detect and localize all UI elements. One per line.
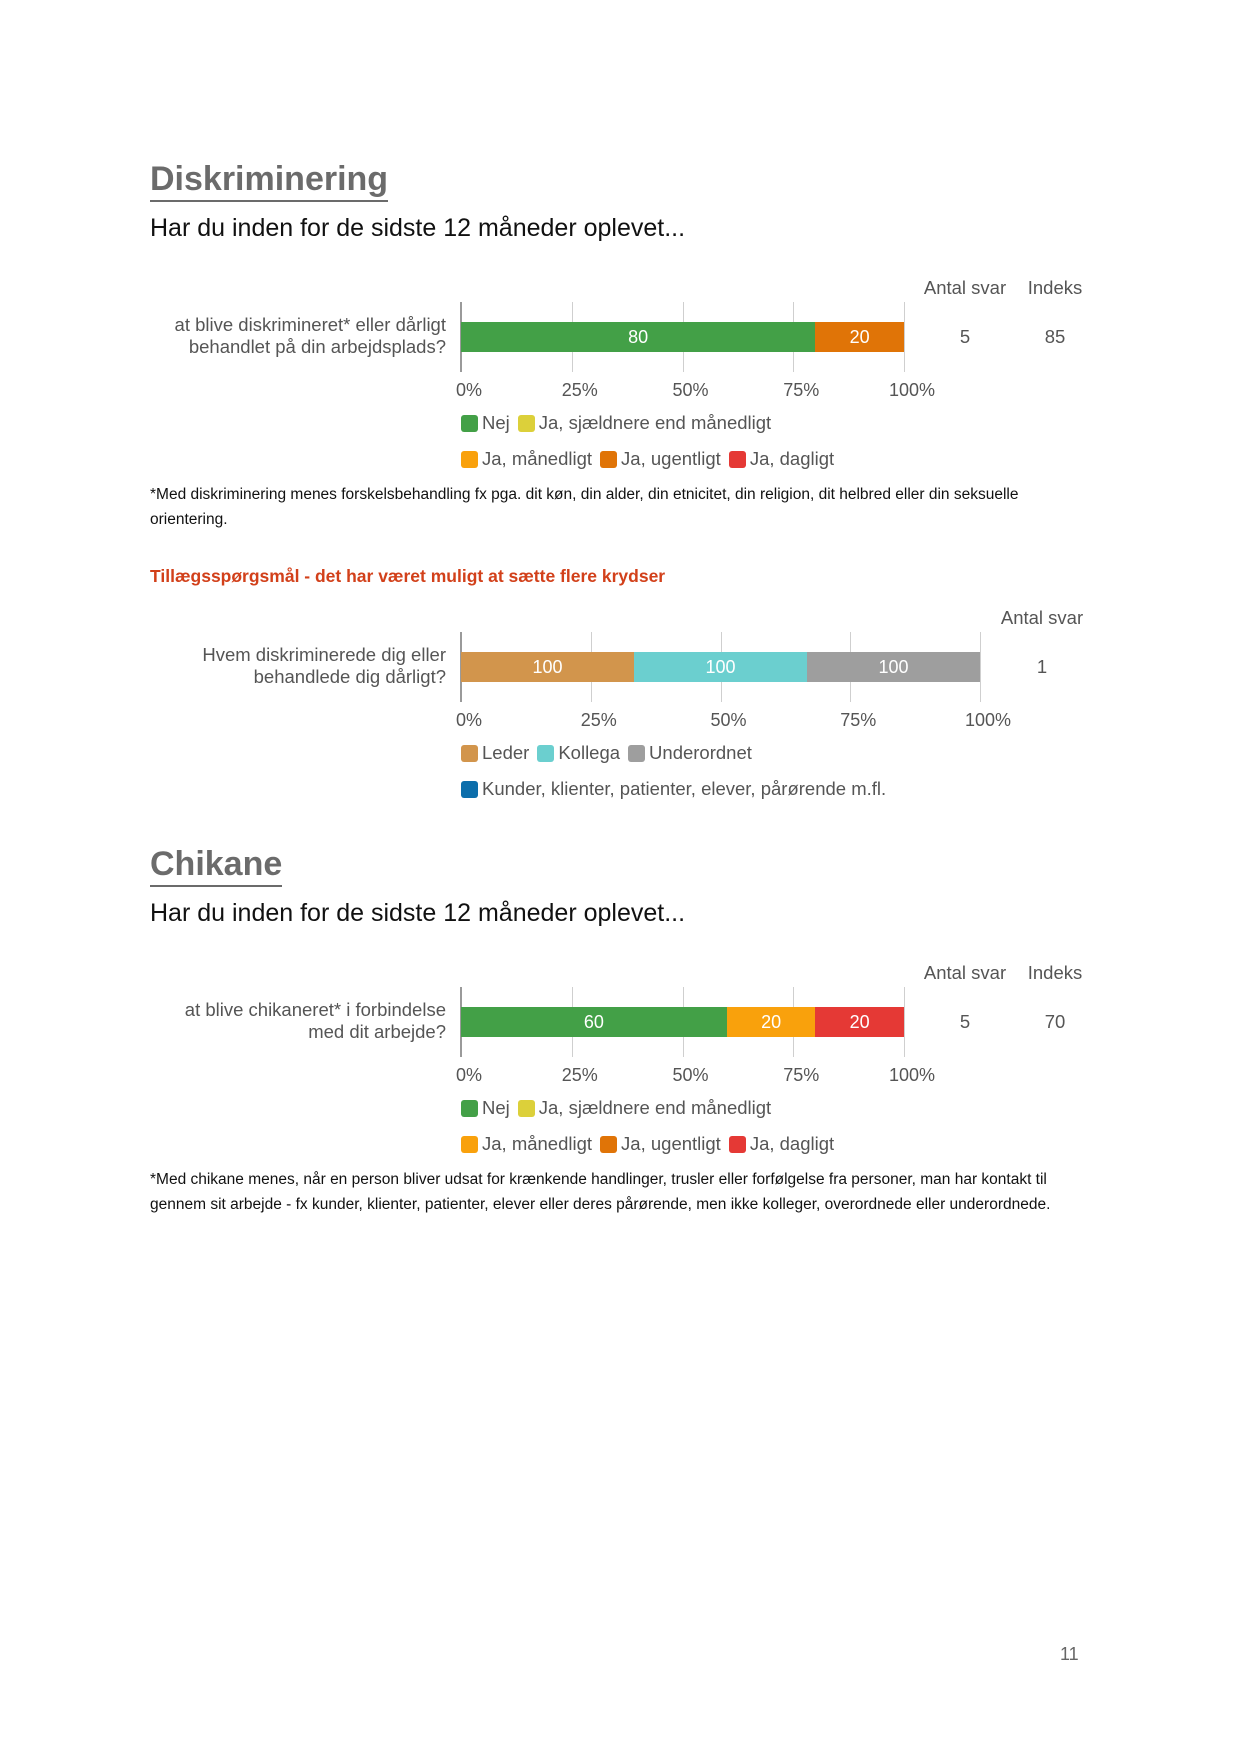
question-label-line: at blive chikaneret* i forbindelse [184, 999, 446, 1020]
supplementary-question-title: Tillægsspørgsmål - det har været muligt at sætte flere krydser [150, 566, 666, 586]
legend-label: Ja, dagligt [749, 448, 835, 469]
bar-segment-nej [461, 322, 815, 352]
x-tick-label: 0% [455, 1065, 483, 1085]
question-label [146, 644, 446, 688]
legend-row [461, 1097, 779, 1119]
x-tick-label: 75% [783, 1065, 820, 1085]
column-value: 70 [1044, 1011, 1066, 1032]
column-header: Indeks [1027, 962, 1083, 983]
legend-swatch [600, 451, 617, 468]
column-header: Antal svar [1000, 607, 1084, 628]
legend-item-leder [461, 742, 529, 764]
bar-segment-underordnet [807, 652, 980, 682]
legend-row [461, 448, 842, 470]
legend-label: Ja, månedligt [482, 1133, 593, 1154]
bar-segment-dagligt [815, 1007, 904, 1037]
legend-item-maanedligt [461, 448, 592, 470]
legend-label: Underordnet [649, 742, 752, 763]
question-label-line: Hvem diskriminerede dig eller [202, 644, 446, 665]
legend-swatch [600, 1136, 617, 1153]
legend-swatch [461, 415, 478, 432]
question-label [146, 314, 446, 358]
question-label [146, 999, 446, 1043]
legend-swatch [729, 451, 746, 468]
column-header: Indeks [1027, 277, 1083, 298]
question-label-line: at blive diskrimineret* eller dårligt [174, 314, 446, 335]
x-tick-label: 100% [888, 380, 936, 400]
question-label-line: med dit arbejde? [308, 1021, 446, 1042]
legend-row [461, 412, 779, 434]
legend-item-ugentligt [600, 448, 721, 470]
x-tick-label: 75% [783, 380, 820, 400]
column-value: 5 [959, 1011, 971, 1032]
x-tick-label: 25% [580, 710, 617, 730]
column-header: Antal svar [923, 962, 1007, 983]
x-tick-label: 50% [710, 710, 747, 730]
data-label: 100 [878, 656, 909, 677]
legend-item-dagligt [729, 448, 834, 470]
legend-item-sjaeldnere [518, 412, 771, 434]
chart-chikane [0, 962, 1240, 1165]
column-value: 5 [959, 326, 971, 347]
section-subheading-chikane: Har du inden for de sidste 12 måneder oplevet... [150, 899, 686, 927]
legend-label: Nej [482, 1097, 510, 1118]
bar-segment-leder [461, 652, 634, 682]
bar-segment-ugentligt [815, 322, 904, 352]
legend-swatch [518, 1100, 535, 1117]
x-tick-label: 50% [672, 1065, 709, 1085]
footnote-chikane: *Med chikane menes, når en person bliver udsat for krænkende handlinger, trusler eller forfølgelse fra personer, man har kontakt til gennem sit arbejde - fx kunder, klienter, patienter, elever eller deres pårørende, men ikke kolleger, overordnede eller underordnede. [150, 1171, 1051, 1213]
footnote-diskriminering: *Med diskriminering menes forskelsbehandling fx pga. dit køn, din alder, din etnicitet, din religion, dit helbred eller din seksuelle orientering. [150, 486, 1019, 528]
legend-swatch [518, 415, 535, 432]
legend-label: Ja, dagligt [749, 1133, 835, 1154]
x-tick-label: 25% [561, 1065, 598, 1085]
legend-swatch [461, 1136, 478, 1153]
legend-swatch [461, 1100, 478, 1117]
data-label: 100 [532, 656, 563, 677]
column-header: Antal svar [923, 277, 1007, 298]
legend-label: Ja, sjældnere end månedligt [538, 1097, 772, 1118]
legend-item-sjaeldnere [518, 1097, 771, 1119]
legend-label: Ja, månedligt [482, 448, 593, 469]
section-heading-diskriminering: Diskriminering [150, 160, 388, 202]
legend-swatch [461, 745, 478, 762]
x-tick-label: 75% [840, 710, 877, 730]
bar-segment-nej [461, 1007, 727, 1037]
legend-item-ugentligt [600, 1133, 721, 1155]
x-tick-label: 100% [964, 710, 1012, 730]
legend-item-dagligt [729, 1133, 834, 1155]
legend-label: Nej [482, 412, 510, 433]
data-label: 20 [849, 326, 870, 347]
chart-hvem-diskriminerede [0, 607, 1240, 810]
legend-swatch [461, 781, 478, 798]
x-tick-label: 50% [672, 380, 709, 400]
legend-label: Ja, sjældnere end månedligt [538, 412, 772, 433]
bar-segment-maanedligt [727, 1007, 816, 1037]
gridline [980, 632, 981, 702]
x-tick-label: 25% [561, 380, 598, 400]
legend-item-nej [461, 1097, 510, 1119]
data-label: 60 [583, 1011, 604, 1032]
legend-label: Leder [482, 742, 530, 763]
legend-swatch [537, 745, 554, 762]
legend-swatch [461, 451, 478, 468]
bar-segment-kollega [634, 652, 807, 682]
legend-item-nej [461, 412, 510, 434]
data-label: 100 [705, 656, 736, 677]
x-tick-label: 100% [888, 1065, 936, 1085]
data-label: 20 [849, 1011, 870, 1032]
section-heading-chikane: Chikane [150, 845, 282, 887]
chart-diskriminering [0, 277, 1240, 480]
legend-item-maanedligt [461, 1133, 592, 1155]
legend-swatch [729, 1136, 746, 1153]
question-label-line: behandlet på din arbejdsplads? [188, 336, 446, 357]
data-label: 20 [761, 1011, 782, 1032]
legend-label: Ja, ugentligt [621, 448, 721, 469]
x-tick-label: 0% [455, 710, 483, 730]
legend-row [461, 742, 760, 764]
legend-item-underordnet [628, 742, 752, 764]
data-label: 80 [628, 326, 649, 347]
legend-row [461, 1133, 842, 1155]
section-subheading-diskriminering: Har du inden for de sidste 12 måneder oplevet... [150, 214, 686, 242]
legend-label: Kunder, klienter, patienter, elever, pårørende m.fl. [482, 778, 887, 799]
column-value: 1 [1036, 656, 1048, 677]
page-number: 11 [1060, 1644, 1079, 1664]
legend-row [461, 778, 894, 800]
column-value: 85 [1044, 326, 1066, 347]
legend-label: Kollega [558, 742, 621, 763]
x-tick-label: 0% [455, 380, 483, 400]
legend-item-kollega [537, 742, 620, 764]
question-label-line: behandlede dig dårligt? [253, 666, 446, 687]
legend-item-kunder [461, 778, 886, 800]
legend-swatch [628, 745, 645, 762]
legend-label: Ja, ugentligt [621, 1133, 721, 1154]
